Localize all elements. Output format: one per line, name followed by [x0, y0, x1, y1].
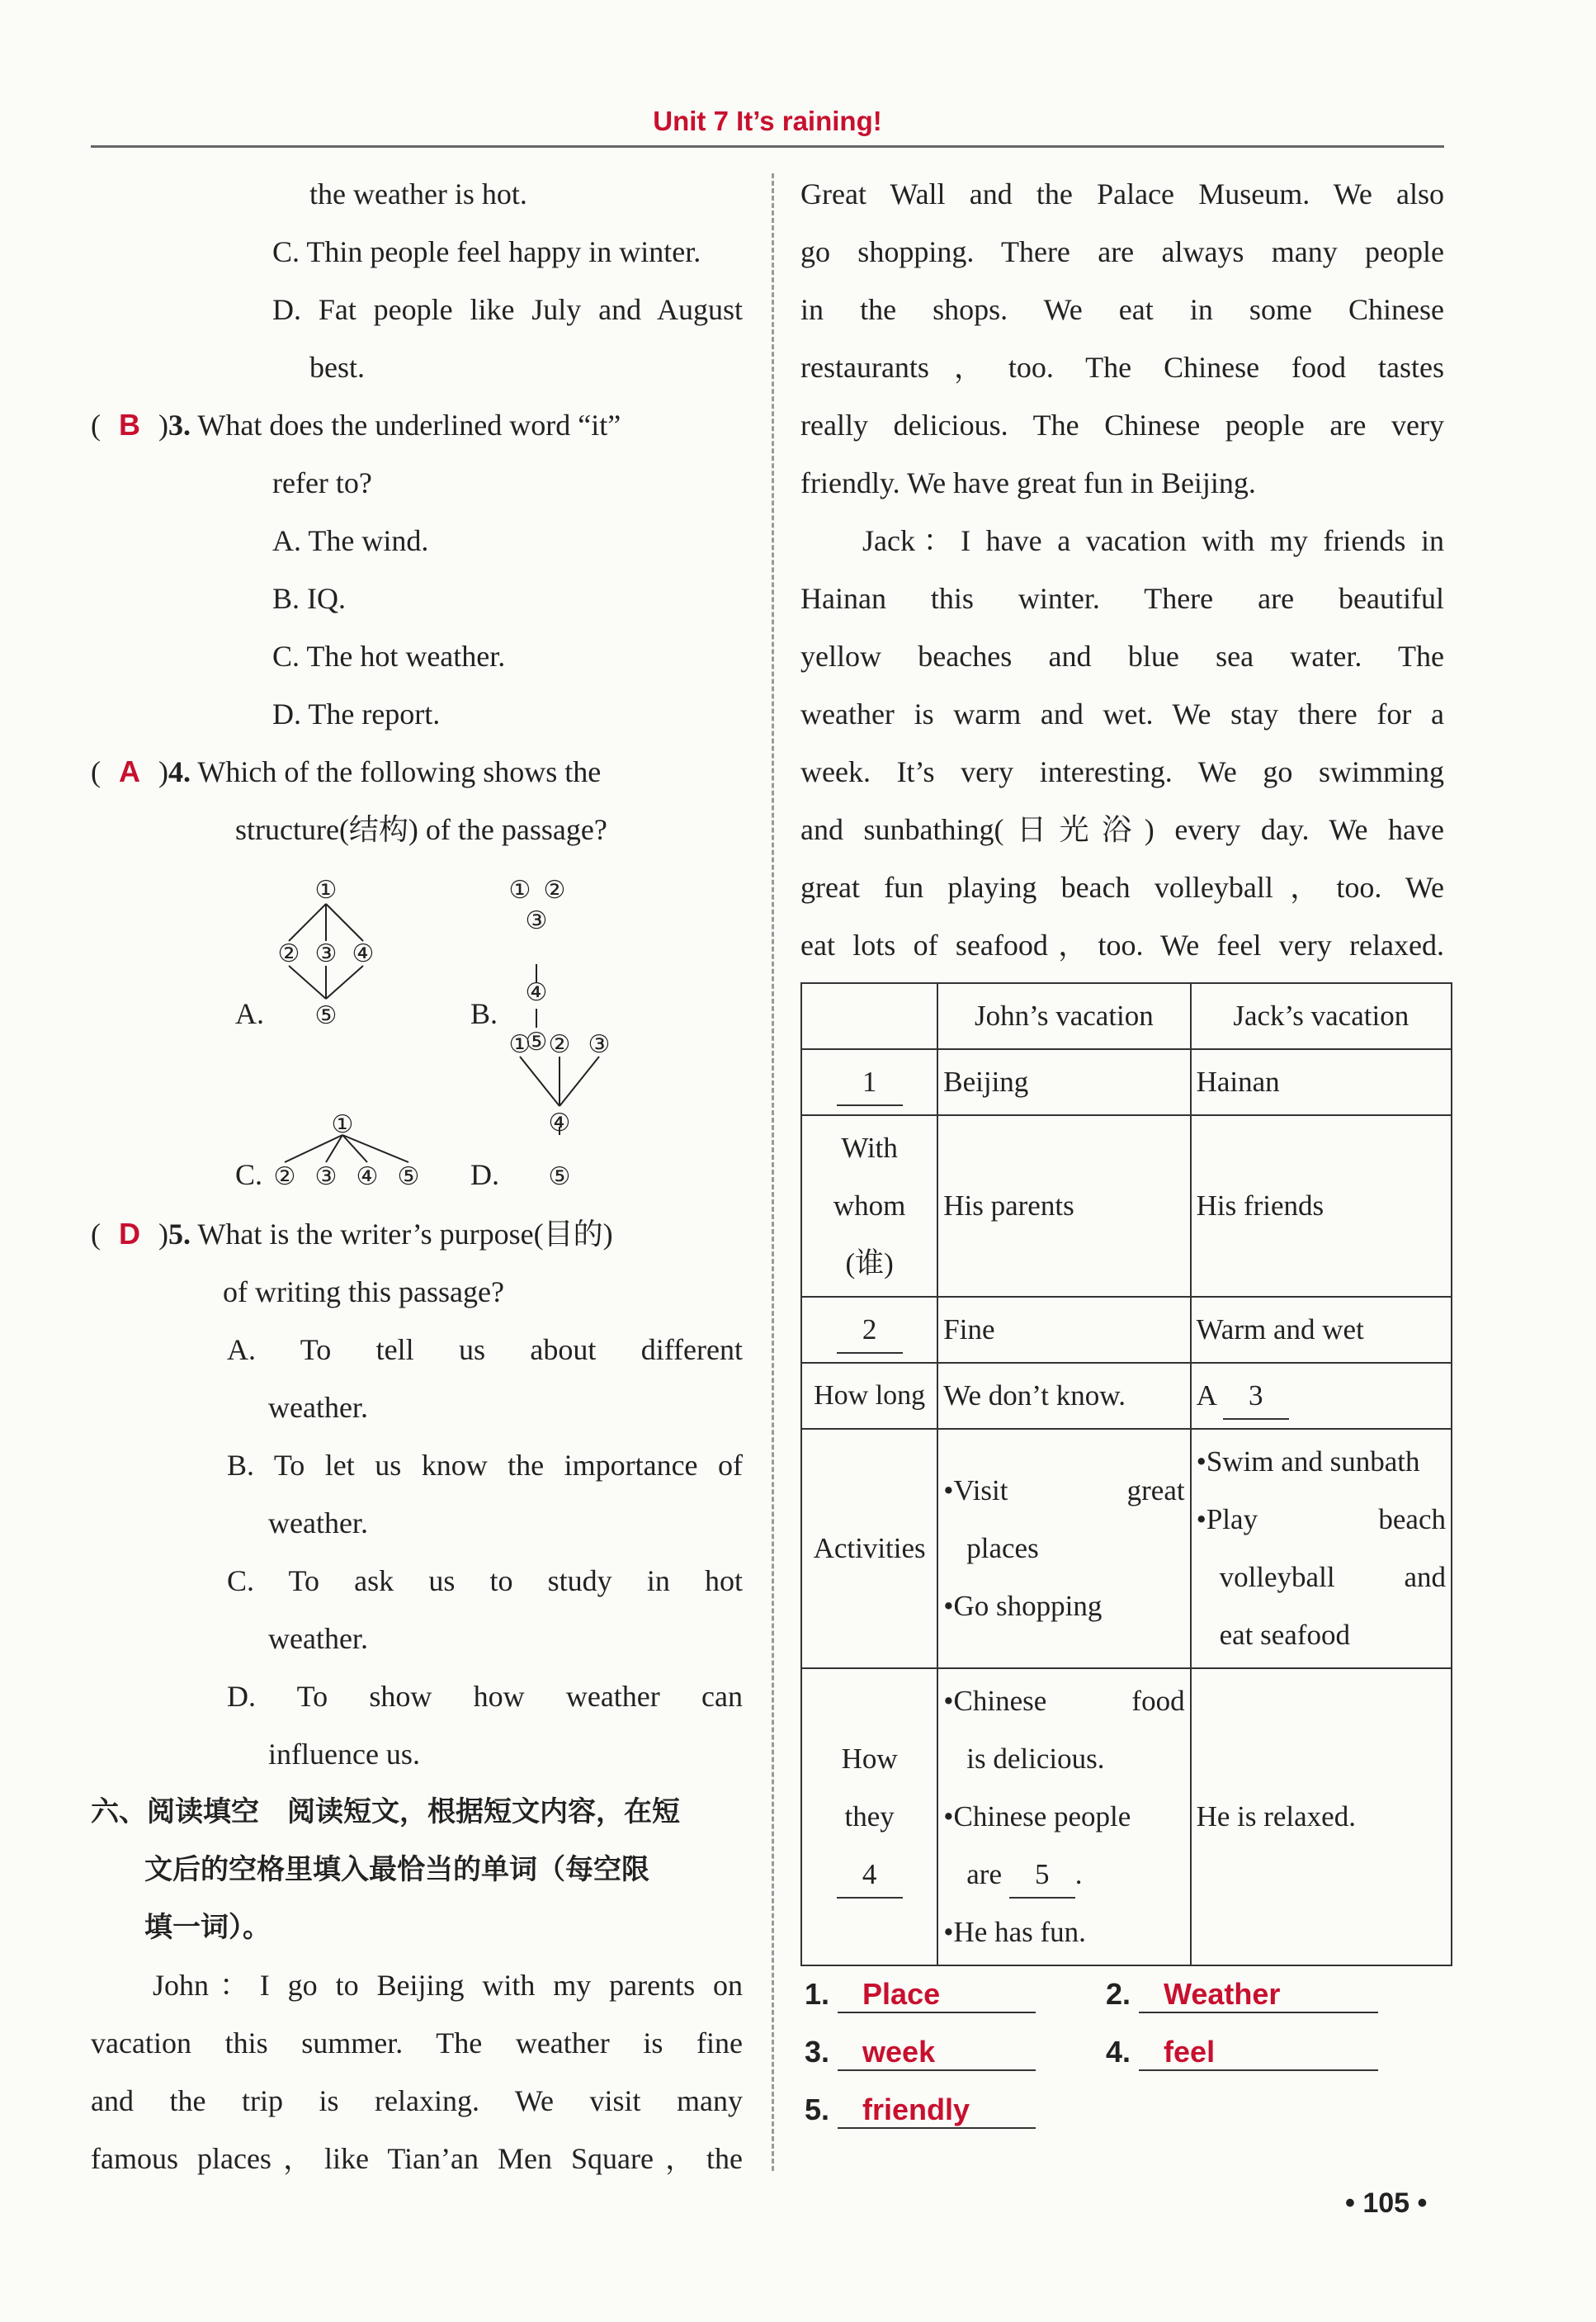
q3-stem-cont: refer to? [272, 466, 372, 499]
table-cell: His parents [937, 1115, 1190, 1297]
table-cell: • Chinese food is delicious. • Chinese people are 5 . • He has fun. [937, 1668, 1190, 1965]
q3-option-c: C. The hot weather. [272, 640, 506, 673]
page-header: Unit 7 It’s raining! [91, 97, 1444, 148]
jack-passage-line: and sunbathing(日光浴) every day. We have [800, 813, 1444, 846]
blank-1: 1 [837, 1060, 903, 1106]
john-passage-line: and the trip is relaxing. We visit many [91, 2084, 743, 2117]
answer-1: 1. Place [805, 1977, 1036, 2026]
john-passage-line: Great Wall and the Palace Museum. We also [800, 177, 1444, 210]
q4-stem: ( A )4. Which of the following shows the [91, 743, 743, 801]
diagram-a-node-2: ② [277, 939, 300, 968]
diagram-a-node-5: ⑤ [314, 1001, 338, 1030]
jack-passage-line: Hainan this winter. There are beautiful [800, 582, 1444, 615]
jack-passage-line: Jack：I have a vacation with my friends in [862, 524, 1444, 557]
table-cell: Hainan [1191, 1049, 1452, 1115]
john-passage-line: famous places，like Tian’an Men Square，the [91, 2142, 743, 2175]
answer-2: 2. Weather [1106, 1977, 1378, 2026]
q5-option-c: C. To ask us to study in hot [227, 1564, 743, 1597]
diagram-c-node-5: ⑤ [397, 1162, 420, 1191]
jack-passage-line: week. It’s very interesting. We go swimming [800, 755, 1444, 788]
diagram-label-c: C. [235, 1158, 263, 1191]
table-cell: How they 4 [801, 1668, 937, 1965]
vacation-table [800, 982, 1452, 1966]
table-row [801, 983, 1452, 1049]
section6-title-cont2: 填一词）。 [144, 1911, 271, 1944]
page-number: • 105 • [1345, 2187, 1428, 2219]
diagram-label-a: A. [235, 997, 264, 1030]
diagram-b-node-5: ⑤ [525, 1028, 548, 1057]
diagram-label-b: B. [470, 997, 498, 1030]
diagram-a-node-3: ③ [314, 939, 338, 968]
john-passage-line: John：I go to Beijing with my parents on [153, 1969, 743, 2002]
diagram-c-node-1: ① [331, 1110, 354, 1139]
table-cell [801, 1049, 937, 1115]
table-cell: Fine [937, 1297, 1190, 1363]
right-column [800, 165, 1444, 974]
table-header-john: John’s vacation [937, 983, 1190, 1049]
diagram-b-node-4: ④ [525, 978, 548, 1007]
diagram-label-d: D. [470, 1158, 499, 1191]
q3-option-d: D. The report. [272, 698, 441, 731]
diagram-a-node-1: ① [314, 876, 338, 905]
diagram-d-nodes [231, 858, 743, 1205]
column-divider [772, 173, 774, 2171]
diagram-d-node-1: ① [508, 1030, 531, 1059]
diagram-c-node-4: ④ [356, 1162, 379, 1191]
table-cell: Activities [801, 1429, 937, 1668]
table-header-jack: Jack’s vacation [1191, 983, 1452, 1049]
left-column [91, 165, 743, 858]
q5-answer: D [119, 1217, 140, 1251]
diagram-c-node-2: ② [273, 1162, 296, 1191]
diagram-a-node-4: ④ [352, 939, 375, 968]
table-cell: Beijing [937, 1049, 1190, 1115]
john-passage-line: friendly. We have great fun in Beijing. [800, 466, 1256, 499]
q5-option-a-cont: weather. [268, 1391, 368, 1424]
table-cell: With whom (谁) [801, 1115, 937, 1297]
q4-answer: A [119, 754, 140, 788]
q5-option-d-cont: influence us. [268, 1738, 420, 1771]
table-cell: • Swim and sunbath • Play beach volleyball and eat seafood [1191, 1429, 1452, 1668]
section6-title: 六、阅读填空 阅读短文，根据短文内容，在短 [91, 1795, 680, 1828]
blank-4: 4 [837, 1852, 903, 1899]
john-passage-line: restaurants，too. The Chinese food tastes [800, 351, 1444, 384]
table-row [801, 1115, 1452, 1297]
q3-option-a: A. The wind. [272, 524, 429, 557]
table-cell: • Visit great places • Go shopping [937, 1429, 1190, 1668]
jack-passage-line: yellow beaches and blue sea water. The [800, 640, 1444, 673]
diagram-b-node-3: ③ [525, 906, 548, 935]
q2-option-d: D. Fat people like July and August [272, 293, 743, 326]
table-cell [801, 983, 937, 1049]
table-row [801, 1049, 1452, 1115]
answer-3: 3. week [805, 2035, 1036, 2084]
blank-3: 3 [1223, 1374, 1289, 1420]
q5-option-a: A. To tell us about different [227, 1333, 743, 1366]
q5-option-c-cont: weather. [268, 1622, 368, 1655]
q2-line: the weather is hot. [309, 177, 527, 210]
q3-option-b: B. IQ. [272, 582, 346, 615]
blank-2: 2 [837, 1308, 903, 1354]
q4-stem-cont: structure(结构) of the passage? [235, 813, 607, 846]
jack-passage-line: eat lots of seafood，too. We feel very relaxed. [800, 929, 1444, 962]
table-cell: A 3 [1191, 1363, 1452, 1429]
q5-option-b: B. To let us know the importance of [227, 1449, 743, 1482]
jack-passage-line: weather is warm and wet. We stay there for a [800, 698, 1444, 731]
table-cell: He is relaxed. [1191, 1668, 1452, 1965]
section6-title-cont: 文后的空格里填入最恰当的单词（每空限 [144, 1853, 649, 1886]
diagram-d-node-5: ⑤ [548, 1162, 571, 1191]
q5-stem: ( D )5. What is the writer’s purpose(目的) [91, 1205, 743, 1263]
john-passage-line: go shopping. There are always many people [800, 235, 1444, 268]
q5-stem-cont: of writing this passage? [223, 1275, 504, 1308]
table-cell: How long [801, 1363, 937, 1429]
answer-4: 4. feel [1106, 2035, 1378, 2084]
blank-5: 5 [1009, 1852, 1075, 1899]
table-row [801, 1429, 1452, 1668]
john-passage-line: in the shops. We eat in some Chinese [800, 293, 1444, 326]
q5-option-b-cont: weather. [268, 1506, 368, 1539]
table-cell: Warm and wet [1191, 1297, 1452, 1363]
structure-diagrams [231, 858, 743, 1205]
q2-line: best. [309, 351, 365, 384]
table-cell [801, 1297, 937, 1363]
table-row [801, 1297, 1452, 1363]
diagram-d-node-3: ③ [588, 1030, 611, 1059]
john-passage-line: really delicious. The Chinese people are very [800, 409, 1444, 442]
table-row [801, 1363, 1452, 1429]
jack-passage-line: great fun playing beach volleyball，too. We [800, 871, 1444, 904]
diagram-d-node-4: ④ [548, 1109, 571, 1137]
diagram-d-node-2: ② [548, 1030, 571, 1059]
q3-answer: B [119, 408, 140, 442]
diagram-b-node-1: ① [508, 876, 531, 905]
left-column-lower [91, 1205, 743, 2187]
q3-stem: ( B )3. What does the underlined word “it” [91, 396, 743, 454]
john-passage-line: vacation this summer. The weather is fine [91, 2026, 743, 2060]
q5-option-d: D. To show how weather can [227, 1680, 743, 1713]
table-cell: We don’t know. [937, 1363, 1190, 1429]
table-row [801, 1668, 1452, 1965]
diagram-c-node-3: ③ [314, 1162, 338, 1191]
table-cell: His friends [1191, 1115, 1452, 1297]
diagram-b-node-2: ② [543, 876, 566, 905]
q2-option-c: C. Thin people feel happy in winter. [272, 235, 701, 268]
answer-5: 5. friendly [805, 2093, 1036, 2142]
